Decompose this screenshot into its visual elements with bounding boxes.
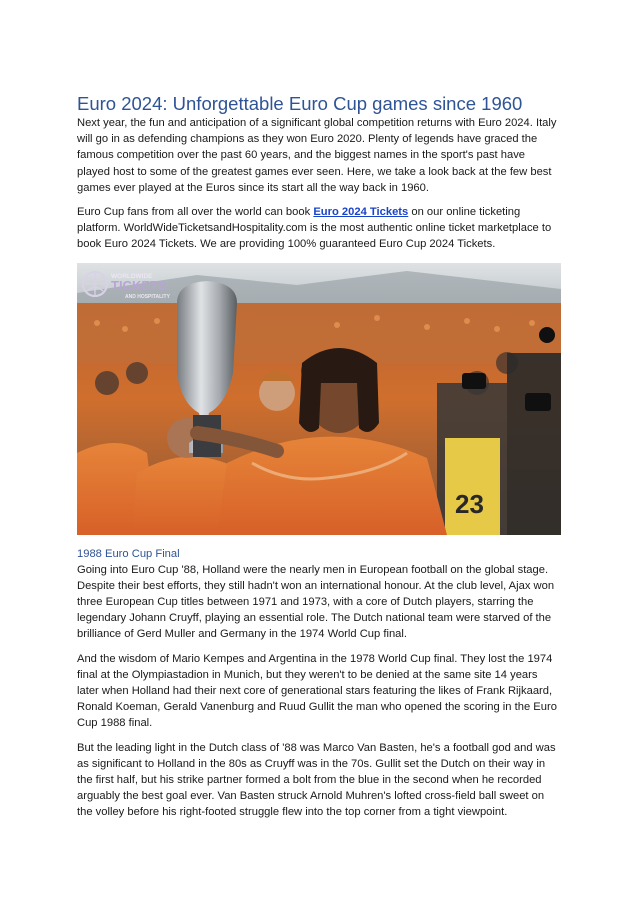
svg-text:AND HOSPITALITY: AND HOSPITALITY [125,293,170,300]
article-title: Euro 2024: Unforgettable Euro Cup games since 1960 [77,93,523,114]
shirt-number-text: 23 [455,488,484,519]
promo-text-after: on our online ticketing platform. WorldWideTicketsandHospitality.com is the most authentic online ticket marketplace to book Euro 2024 Tickets. We are providing 100% guaranteed Euro Cup 2024 Tickets. [77,206,552,251]
intro-paragraph: Next year, the fun and anticipation of a significant global competition returns with Euro 2024. Italy will go in as defending champions as they won Euro 2020. Plenty of legends have graced the famous competition over the past 60 years, and the biggest names in the sport's past have played host to some of the greatest games ever seen. Here, we take a look back at the few best games ever played at the Euros since its start all the way back in 1960. [77,117,557,194]
body-paragraph-3: But the leading light in the Dutch class of '88 was Marco Van Basten, he's a football god and was as significant to Holland in the 80s as Cruyff was in the 70s. Gullit set the Dutch on their way in the first half, but his strike partner formed a bolt from the blue in the second when he recorded arguably the best goal ever. Van Basten struck Arnold Muhren's lofted cross-field ball sweet on the volley before his right-footed struggle flew into the top corner from a tight viewpoint. [77,741,556,819]
svg-text:WORLDWIDE: WORLDWIDE [111,272,153,280]
euro-2024-tickets-link[interactable]: Euro 2024 Tickets [313,206,409,219]
promo-text-before: Euro Cup fans from all over the world can book [77,206,314,219]
worldwide-tickets-logo [81,267,191,301]
body-paragraph-1: Going into Euro Cup '88, Holland were the nearly men in European football on the global stage. Despite their best efforts, they still hadn't won an international honour. At the club level, Ajax won three European Cup titles between 1971 and 1973, with a core of Dutch players, starring the legendary Johann Cruyff, playing an essential role. The Dutch national team were starved of the brilliance of Gerd Muller and Germany in the 1974 World Cup final. [77,563,555,641]
promo-paragraph [77,204,561,253]
body-paragraph-2: And the wisdom of Mario Kempes and Argentina in the 1978 World Cup final. They lost the 1974 final at the Olympiastadion in Munich, but they weren't to be denied at the same site 14 years later when Holland had their next core of generational stars featuring the likes of Frank Rijkaard, Ronald Koeman, Gerald Vanenburg and Ruud Gullit the man who opened the scoring in the Euro Cup 1988 final. [77,652,557,730]
trophy-celebration-photo [77,263,561,535]
article [77,92,561,821]
photo-illustration [77,263,561,535]
svg-text:TICKETS: TICKETS [111,277,167,293]
section-heading: 1988 Euro Cup Final [77,547,180,560]
